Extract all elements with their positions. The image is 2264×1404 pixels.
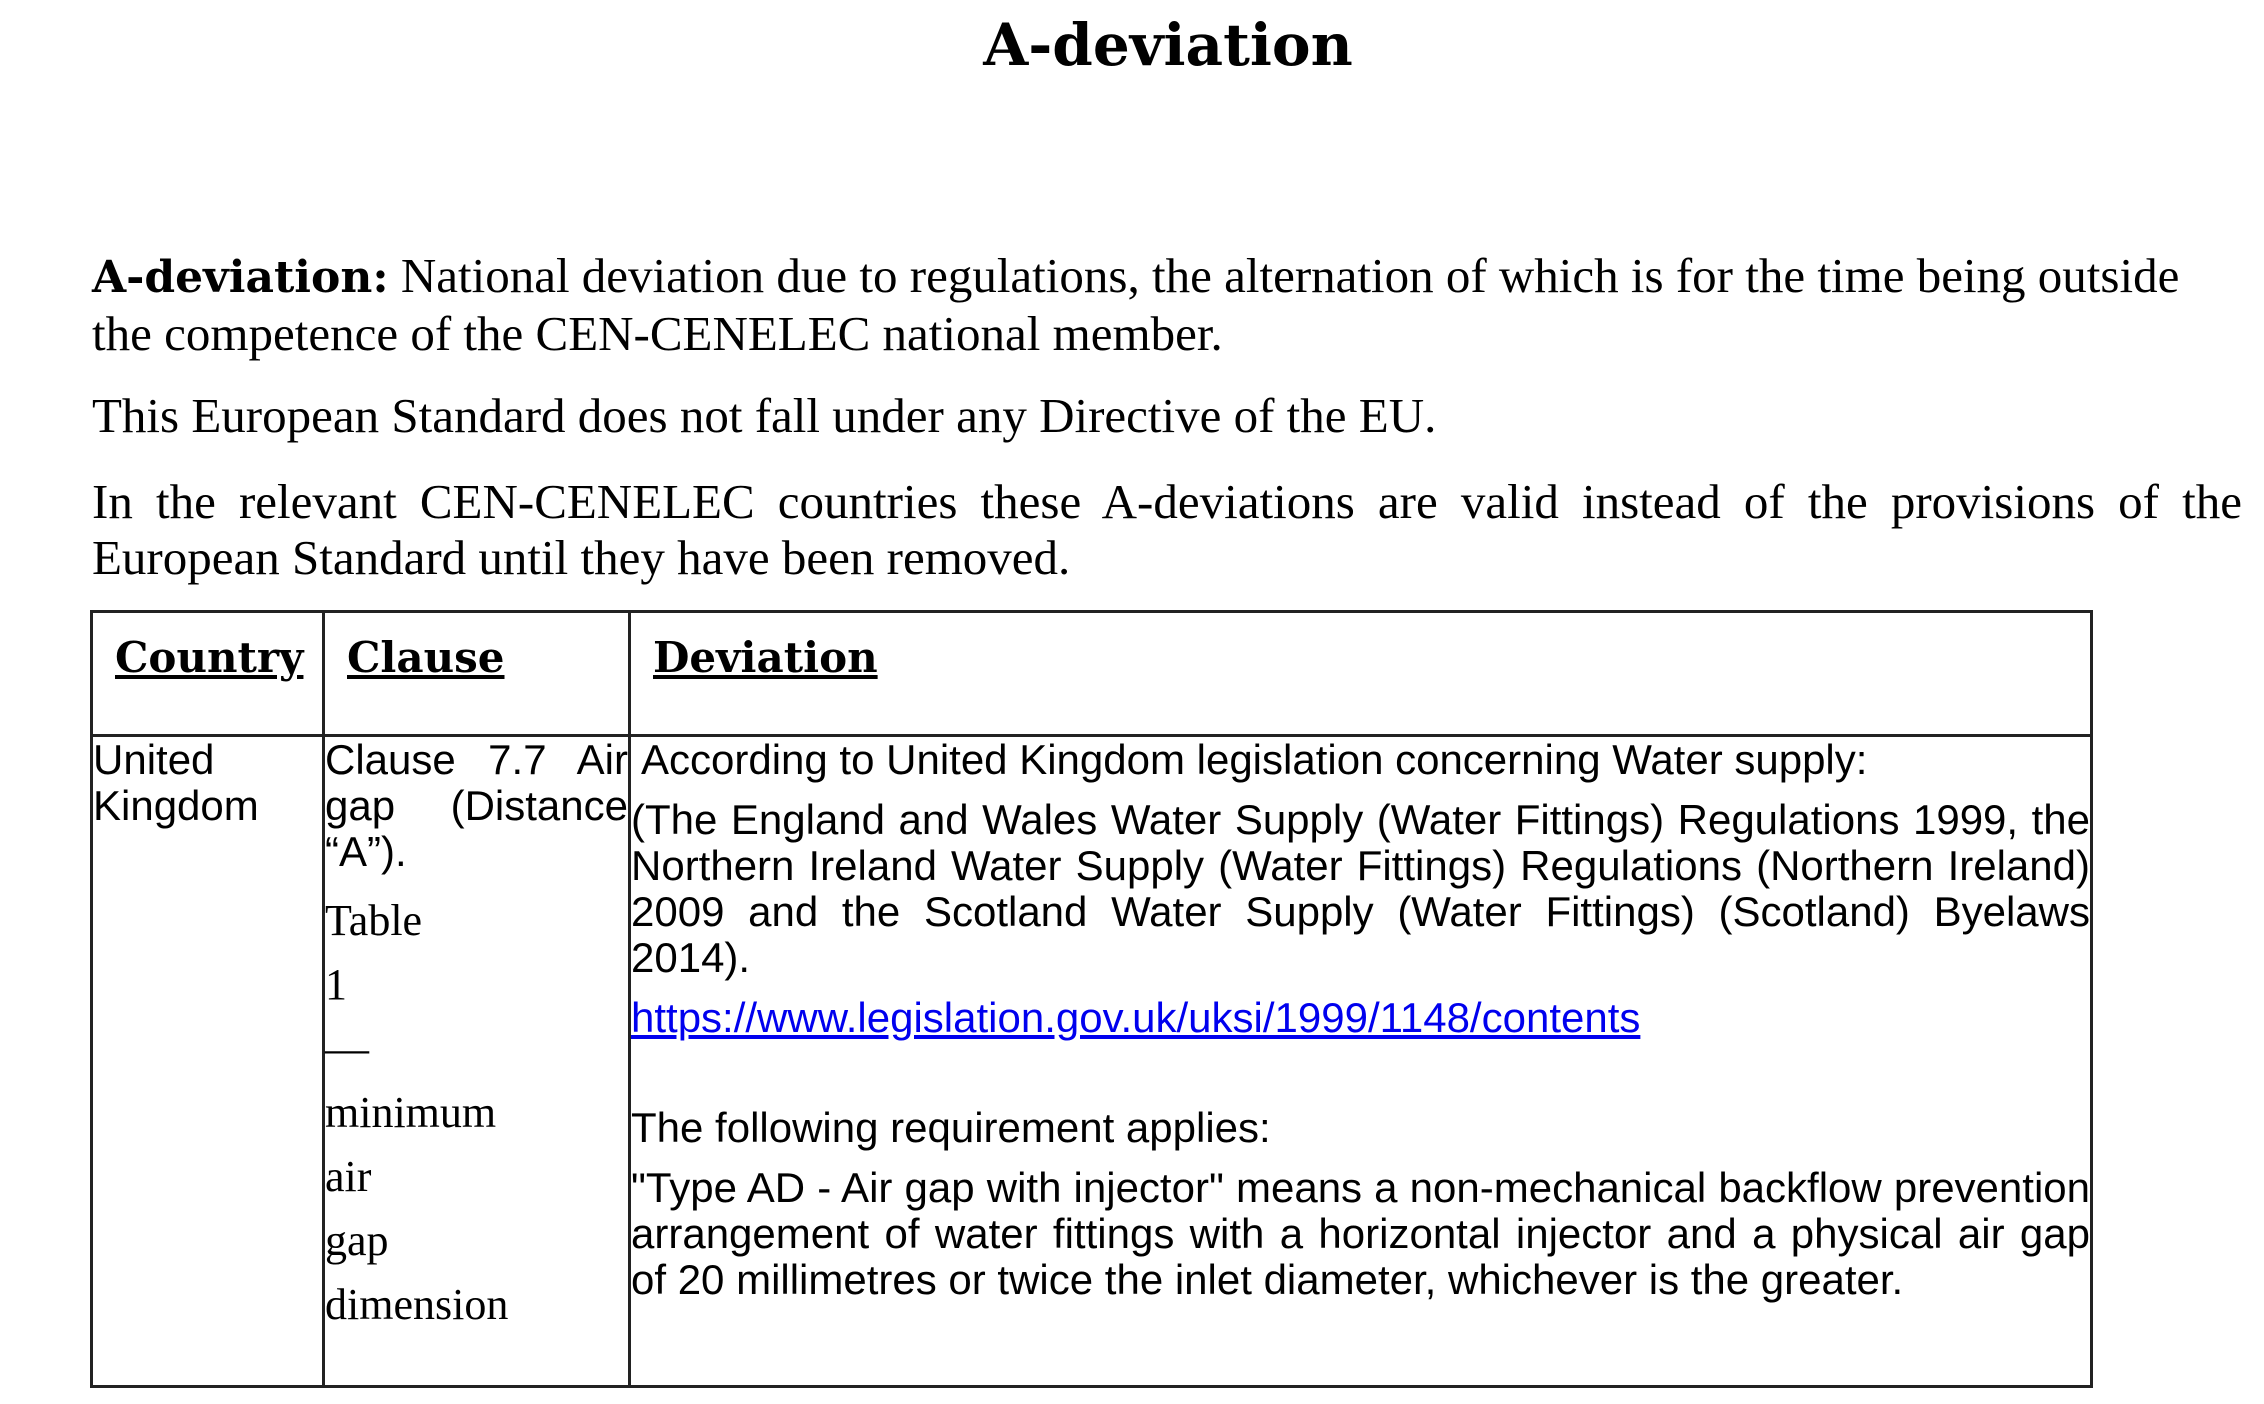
clause-table-gap: gap bbox=[325, 1216, 389, 1265]
header-deviation: Deviation bbox=[653, 633, 878, 682]
header-cell-clause bbox=[324, 612, 630, 736]
clause-table-line-2: minimum bbox=[325, 1088, 497, 1137]
cell-clause bbox=[324, 736, 630, 1387]
clause-reference: Clause 7.7 Air gap (Distance “A”). bbox=[325, 736, 628, 875]
clause-table-line-4: dimension bbox=[325, 1280, 509, 1329]
header-cell-country bbox=[92, 612, 324, 736]
clause-table-reference bbox=[325, 889, 628, 1337]
cell-deviation bbox=[630, 736, 2092, 1387]
cell-country bbox=[92, 736, 324, 1387]
deviation-regulations: (The England and Wales Water Supply (Water Fittings) Regulations 1999, the Northern Ireland Water Supply (Water Fittings) Regulations (Northern Ireland) 2009 and the Scotland Water Supply (Water Fittings) (Scotland) Byelaws 2014). bbox=[631, 796, 2090, 981]
relevance-statement: In the relevant CEN-CENELEC countries these A-deviations are valid instead of the provisions of the European Standard until they have been removed. bbox=[92, 474, 2242, 585]
country-line-1: United bbox=[93, 736, 215, 783]
clause-table-number: 1 bbox=[325, 960, 347, 1009]
deviation-applies: The following requirement applies: bbox=[631, 1104, 1271, 1151]
clause-table-dash: — bbox=[325, 1024, 369, 1073]
table-row bbox=[92, 736, 2092, 1387]
clause-table-line-3 bbox=[325, 1145, 628, 1273]
legislation-link[interactable]: https://www.legislation.gov.uk/uksi/1999/1148/contents bbox=[631, 994, 1641, 1041]
definition-term: A-deviation: bbox=[92, 252, 389, 303]
header-country: Country bbox=[115, 633, 304, 682]
definition-text: National deviation due to regulations, the alternation of which is for the time being outside the competence of the CEN-CENELEC national member. bbox=[92, 248, 2180, 361]
directive-statement: This European Standard does not fall under any Directive of the EU. bbox=[92, 388, 1437, 443]
deviation-requirement: "Type AD - Air gap with injector" means a non-mechanical backflow prevention arrangement of water fittings with a horizontal injector and a physical air gap of 20 millimetres or twice the inlet diameter, whichever is the greater. bbox=[631, 1164, 2090, 1303]
header-cell-deviation bbox=[630, 612, 2092, 736]
clause-table-word: Table bbox=[325, 896, 423, 945]
definition-paragraph bbox=[92, 248, 2242, 362]
page-title: A-deviation bbox=[983, 11, 1353, 79]
table-header-row bbox=[92, 612, 2092, 736]
clause-table-line-1 bbox=[325, 889, 628, 1081]
country-line-2: Kingdom bbox=[93, 782, 259, 829]
deviation-intro: According to United Kingdom legislation concerning Water supply: bbox=[641, 736, 1868, 783]
clause-table-air: air bbox=[325, 1152, 372, 1201]
header-clause: Clause bbox=[347, 633, 505, 682]
deviation-table bbox=[90, 610, 2093, 1388]
